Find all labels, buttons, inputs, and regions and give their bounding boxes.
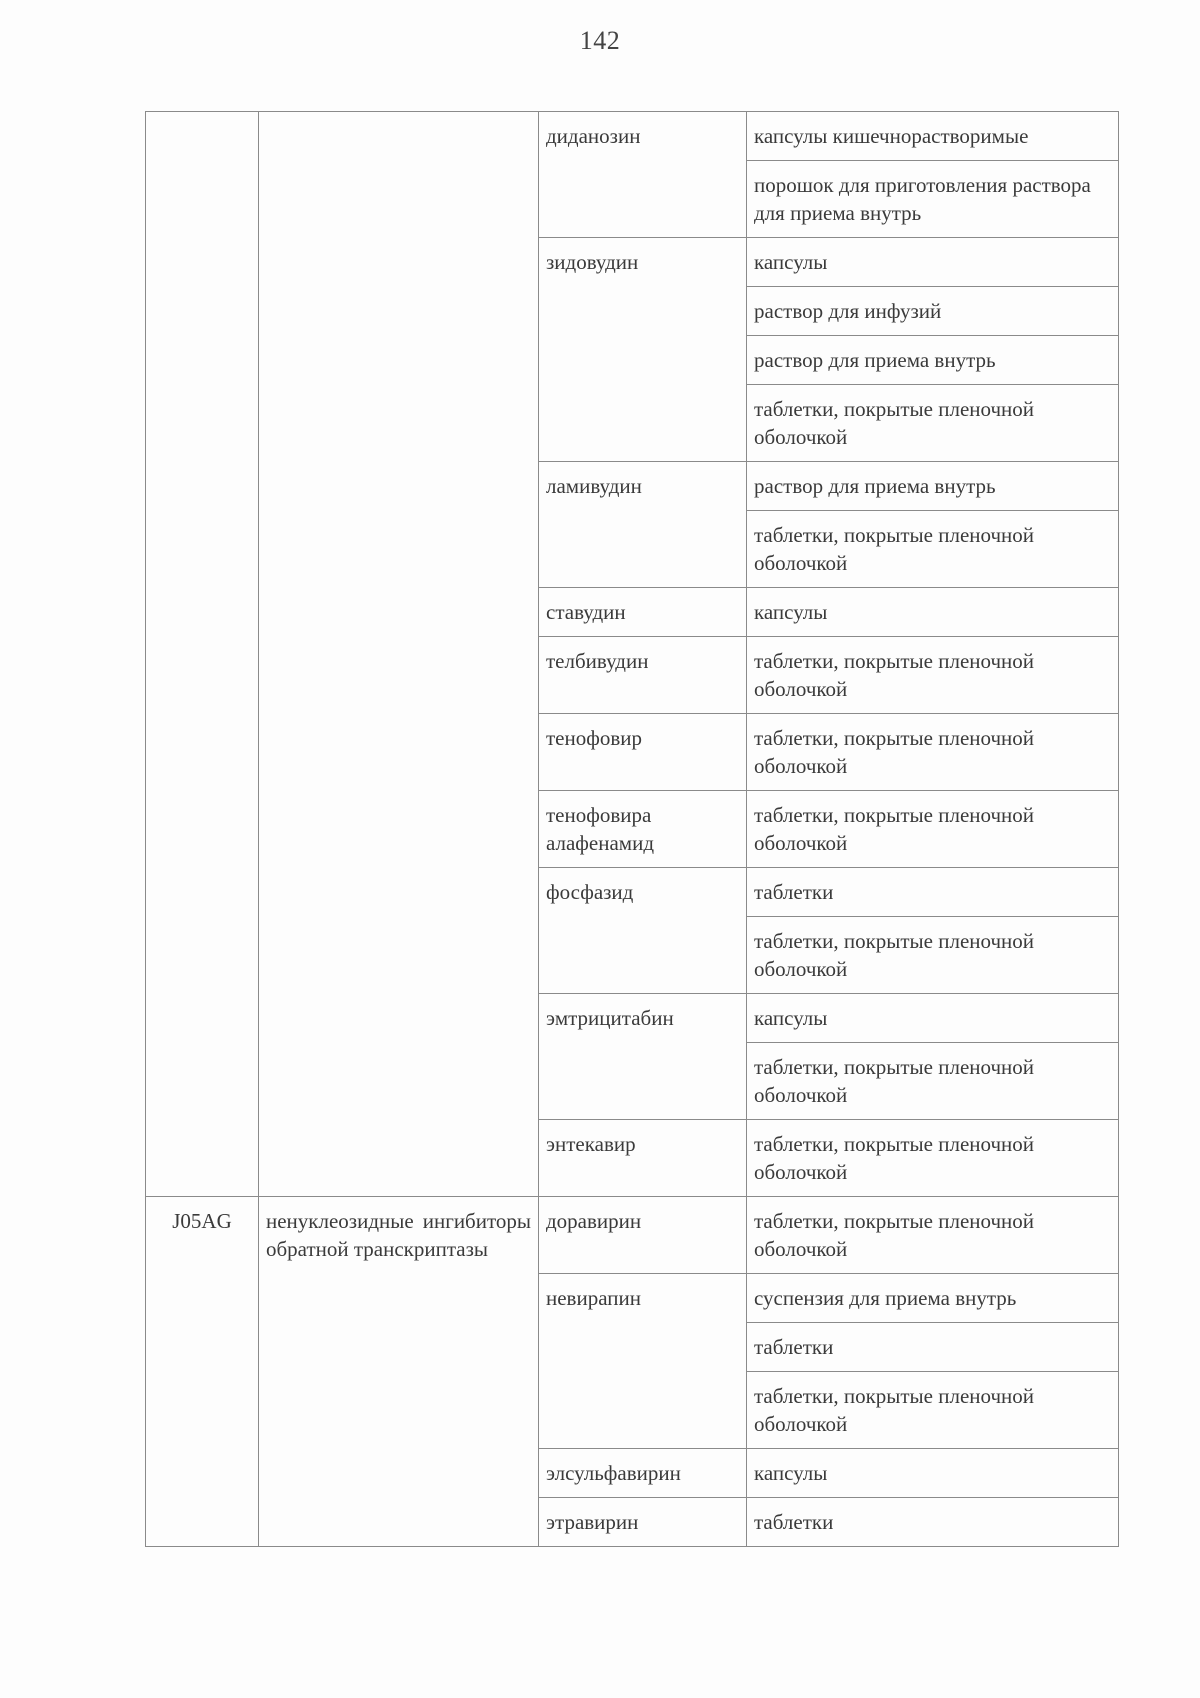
table-row (146, 1197, 1119, 1274)
drug-name-cell: диданозин (539, 112, 747, 238)
drug-name-cell: энтекавир (539, 1120, 747, 1197)
drug-name-cell: ставудин (539, 588, 747, 637)
dosage-form-cell: таблетки, покрытые пленочной оболочкой (747, 714, 1119, 791)
atc-code-cell (146, 112, 259, 1197)
dosage-form-cell: таблетки, покрытые пленочной оболочкой (747, 1120, 1119, 1197)
dosage-form-cell: порошок для приготовления раствора для приема внутрь (747, 161, 1119, 238)
dosage-form-cell: таблетки (747, 1498, 1119, 1547)
dosage-form-cell: капсулы (747, 238, 1119, 287)
drug-name-cell: этравирин (539, 1498, 747, 1547)
dosage-form-cell: раствор для инфузий (747, 287, 1119, 336)
dosage-form-cell: таблетки (747, 868, 1119, 917)
dosage-form-cell: капсулы (747, 994, 1119, 1043)
drug-name-cell: ламивудин (539, 462, 747, 588)
dosage-form-cell: таблетки, покрытые пленочной оболочкой (747, 511, 1119, 588)
drug-name-cell: доравирин (539, 1197, 747, 1274)
dosage-form-cell: таблетки, покрытые пленочной оболочкой (747, 385, 1119, 462)
drug-name-cell: тенофовира алафенамид (539, 791, 747, 868)
drug-name-cell: фосфазид (539, 868, 747, 994)
dosage-form-cell: таблетки, покрытые пленочной оболочкой (747, 637, 1119, 714)
dosage-form-cell: таблетки, покрытые пленочной оболочкой (747, 1043, 1119, 1120)
drug-name-cell: тенофовир (539, 714, 747, 791)
dosage-form-cell: раствор для приема внутрь (747, 336, 1119, 385)
drug-group-cell (259, 112, 539, 1197)
page-number: 142 (579, 26, 621, 55)
dosage-form-cell: капсулы (747, 1449, 1119, 1498)
dosage-form-cell: капсулы кишечнорастворимые (747, 112, 1119, 161)
drug-name-cell: телбивудин (539, 637, 747, 714)
drug-name-cell: элсульфавирин (539, 1449, 747, 1498)
dosage-form-cell: таблетки, покрытые пленочной оболочкой (747, 1372, 1119, 1449)
dosage-form-cell: раствор для приема внутрь (747, 462, 1119, 511)
drug-name-cell: невирапин (539, 1274, 747, 1449)
drug-name-cell: зидовудин (539, 238, 747, 462)
drug-group-cell: ненуклеозидные ингибиторы обратной транскриптазы (259, 1197, 539, 1547)
dosage-form-cell: капсулы (747, 588, 1119, 637)
drug-name-cell: эмтрицитабин (539, 994, 747, 1120)
atc-code-cell: J05AG (146, 1197, 259, 1547)
dosage-form-cell: таблетки, покрытые пленочной оболочкой (747, 1197, 1119, 1274)
dosage-form-cell: суспензия для приема внутрь (747, 1274, 1119, 1323)
dosage-form-cell: таблетки (747, 1323, 1119, 1372)
dosage-form-cell: таблетки, покрытые пленочной оболочкой (747, 791, 1119, 868)
dosage-form-cell: таблетки, покрытые пленочной оболочкой (747, 917, 1119, 994)
drug-table (145, 111, 1119, 1547)
table-row (146, 112, 1119, 161)
